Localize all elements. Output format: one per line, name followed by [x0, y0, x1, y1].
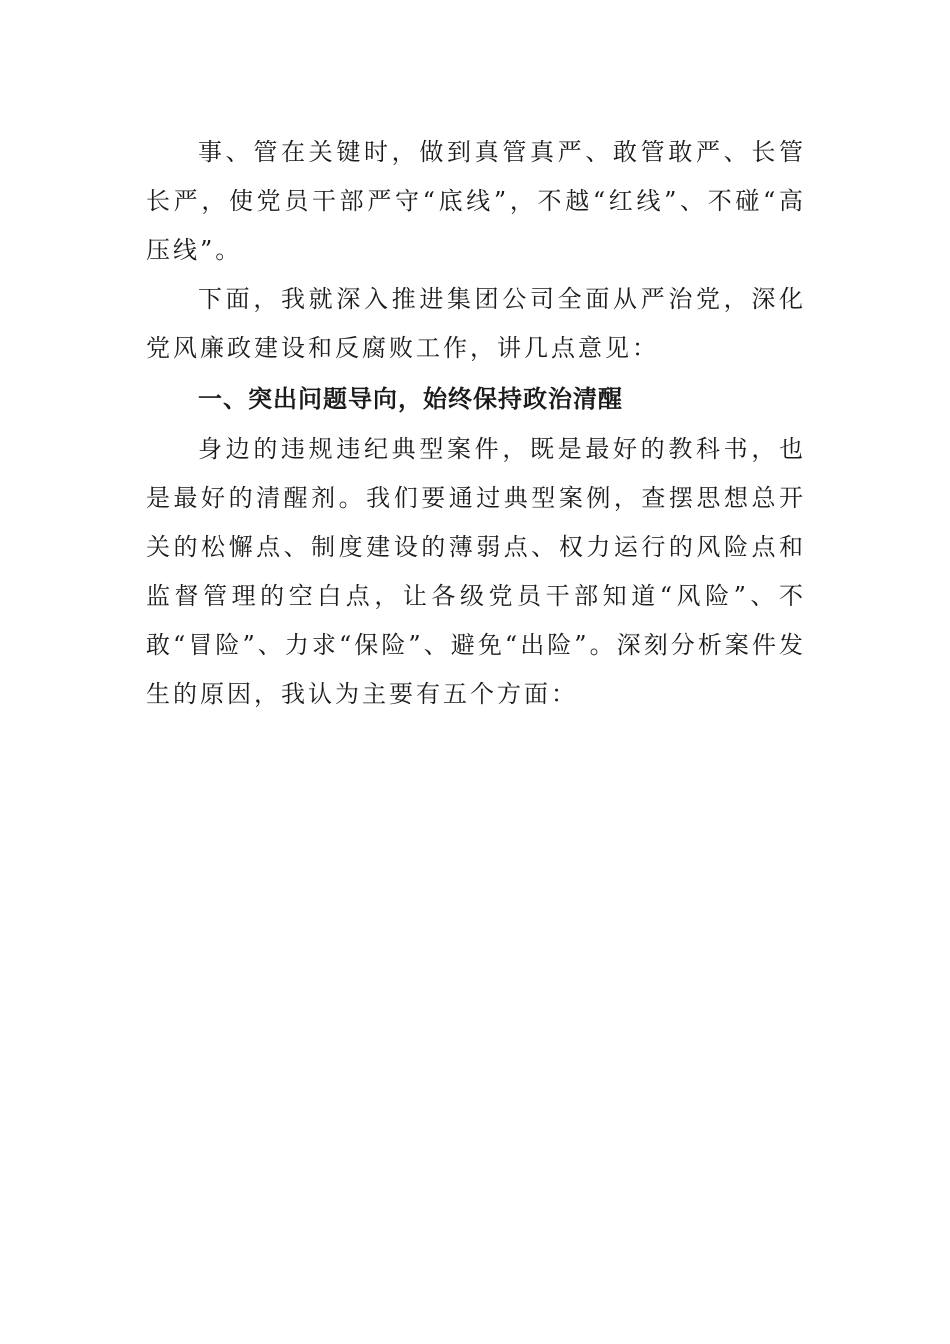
body-paragraph-continuation: 事、管在关键时，做到真管真严、敢管敢严、长管长严，使党员干部严守“底线”，不越“红线”、不碰“高压线”。 — [146, 138, 806, 264]
document-page — [146, 128, 806, 719]
body-paragraph-section-1: 身边的违规违纪典型案件，既是最好的教科书，也是最好的清醒剂。我们要通过典型案例，查摆思想总开关的松懈点、制度建设的薄弱点、权力运行的风险点和监督管理的空白点，让各级党员干部知道“风险”、不敢“冒险”、力求“保险”、避免“出险”。深刻分析案件发生的原因，我认为主要有五个方面： — [146, 435, 806, 708]
body-paragraph-intro: 下面，我就深入推进集团公司全面从严治党，深化党风廉政建设和反腐败工作，讲几点意见： — [146, 285, 806, 362]
section-heading-1: 一、突出问题导向，始终保持政治清醒 — [198, 385, 623, 413]
